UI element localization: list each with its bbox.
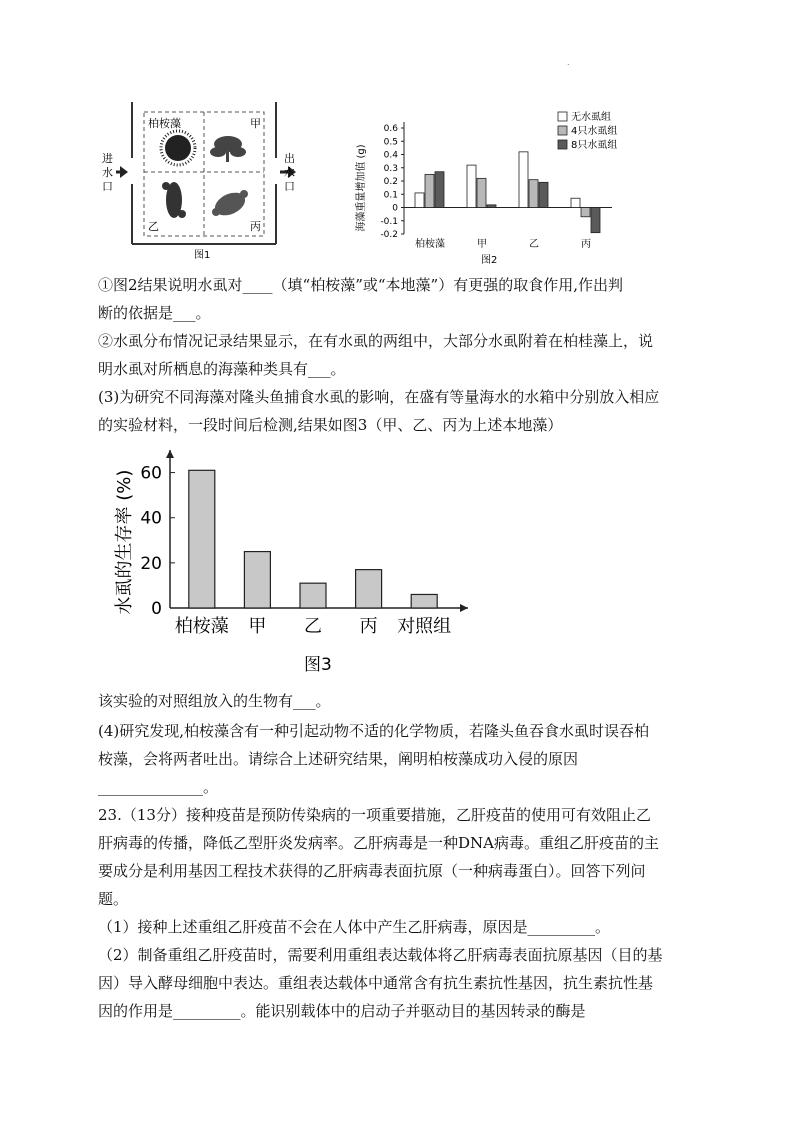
text-line-17: 因）导入酵母细胞中表达。重组表达载体中通常含有抗生素抗性基因，抗生素抗性基 bbox=[98, 974, 654, 992]
figure-3-bar bbox=[189, 470, 215, 608]
figure-2-bar bbox=[539, 182, 548, 207]
figure-2-tick-label: 0.1 bbox=[383, 190, 398, 201]
figure-2-tick-label: 0 bbox=[392, 203, 398, 214]
figure-2-category-label: 甲 bbox=[477, 239, 487, 250]
algae-bai-icon bbox=[161, 131, 195, 165]
figure-3 bbox=[108, 442, 488, 682]
text-line-8: (4)研究发现,柏桉藻含有一种引起动物不适的化学物质，若隆头鱼吞食水虱时误吞柏 bbox=[98, 722, 650, 740]
figure-2-tick-label: 0.3 bbox=[383, 163, 398, 174]
figure-3-category-label: 乙 bbox=[304, 616, 322, 637]
algae-bing-icon bbox=[211, 188, 248, 220]
figure-3-tick-label: 20 bbox=[140, 553, 162, 574]
figure-2-bar bbox=[425, 174, 434, 207]
figure-3-category-label: 甲 bbox=[248, 616, 267, 637]
legend-label: 8只水虱组 bbox=[571, 140, 618, 151]
inlet-char-2: 水 bbox=[102, 166, 113, 179]
text-line-7: 该实验的对照组放入的生物有___。 bbox=[98, 692, 331, 710]
figure-2-bar bbox=[477, 178, 486, 207]
inlet-char-1: 进 bbox=[102, 152, 113, 165]
figure-2-bar bbox=[529, 180, 538, 208]
figure-3-caption: 图3 bbox=[304, 655, 332, 675]
figure-3-x-arrow bbox=[460, 604, 468, 612]
legend-swatch bbox=[558, 140, 567, 149]
figure-2-tick-label: -0.2 bbox=[380, 230, 398, 240]
legend-swatch bbox=[558, 112, 567, 121]
text-line-11: 23.（13分）接种疫苗是预防传染病的一项重要措施，乙肝疫苗的使用可有效阻止乙 bbox=[98, 806, 651, 824]
text-line-3: ②水虱分布情况记录结果显示，在有水虱的两组中，大部分水虱附着在柏桂藻上，说 bbox=[98, 332, 654, 350]
text-line-6: 的实验材料，一段时间后检测,结果如图3（甲、乙、丙为上述本地藻） bbox=[98, 416, 563, 434]
figure-3-category-label: 柏桉藻 bbox=[174, 616, 229, 637]
figure-3-tick-label: 0 bbox=[151, 599, 162, 619]
figure-1-caption: 图1 bbox=[194, 250, 211, 260]
text-line-12: 肝病毒的传播，降低乙型肝炎发病率。乙肝病毒是一种DNA病毒。重组乙肝疫苗的主 bbox=[98, 834, 659, 852]
text-line-14: 题。 bbox=[98, 890, 129, 908]
inlet-char-3: 口 bbox=[102, 180, 113, 193]
figure-2-ylabel: 海藻重量增加值 (g) bbox=[356, 144, 367, 232]
figure-2-tick-label: 0.4 bbox=[383, 150, 398, 161]
stray-dot: . bbox=[567, 58, 570, 67]
figure-3-tick-label: 60 bbox=[140, 463, 162, 484]
figure-2-tick-label: 0.5 bbox=[383, 137, 398, 148]
figure-2-category-label: 乙 bbox=[529, 239, 539, 250]
figure-2-bar bbox=[487, 205, 496, 208]
outlet-char-3: 口 bbox=[284, 180, 295, 193]
text-line-9: 桉藻，会将两者吐出。请综合上述研究结果，阐明柏桉藻成功入侵的原因 bbox=[98, 750, 579, 768]
quadrant-label-jia: 甲 bbox=[250, 117, 261, 130]
text-line-15: （1）接种上述重组乙肝疫苗不会在人体中产生乙肝病毒，原因是_________。 bbox=[98, 918, 611, 936]
figure-2 bbox=[350, 108, 650, 268]
legend-label: 无水虱组 bbox=[571, 112, 611, 123]
figure-2-chart bbox=[350, 108, 650, 268]
figure-3-bar bbox=[356, 570, 382, 608]
figure-3-bar bbox=[244, 552, 270, 608]
figure-3-chart bbox=[108, 442, 488, 682]
outlet-char-1: 出 bbox=[284, 152, 295, 165]
figure-2-caption: 图2 bbox=[481, 255, 498, 266]
figure-3-bar bbox=[411, 594, 437, 608]
figure-2-category-label: 柏桉藻 bbox=[415, 239, 445, 250]
algae-yi-icon bbox=[162, 182, 186, 218]
figure-1 bbox=[98, 100, 308, 260]
text-line-4: 明水虱对所栖息的海藻种类具有___。 bbox=[98, 360, 346, 378]
figure-3-bar bbox=[300, 583, 326, 608]
figure-3-y-arrow bbox=[166, 450, 174, 458]
text-line-16: （2）制备重组乙肝疫苗时，需要利用重组表达载体将乙肝病毒表面抗原基因（目的基 bbox=[98, 946, 663, 964]
figure-3-tick-label: 40 bbox=[140, 508, 162, 529]
figure-2-bar bbox=[591, 208, 600, 233]
figure-2-bar bbox=[435, 172, 444, 208]
figure-2-bar bbox=[519, 152, 528, 208]
figure-2-tick-label: -0.1 bbox=[380, 216, 398, 227]
outlet-char-2: 水 bbox=[284, 166, 295, 179]
figure-2-tick-label: 0.2 bbox=[383, 177, 398, 187]
figure-3-category-label: 对照组 bbox=[397, 616, 452, 637]
figure-3-category-label: 丙 bbox=[359, 616, 378, 637]
text-line-5: (3)为研究不同海藻对隆头鱼捕食水虱的影响，在盛有等量海水的水箱中分别放入相应 bbox=[98, 388, 660, 406]
quadrant-label-yi: 乙 bbox=[148, 220, 159, 233]
text-line-18: 因的作用是_________。能识别载体中的启动子并驱动目的基因转录的酶是 bbox=[98, 1002, 586, 1020]
text-line-13: 要成分是利用基因工程技术获得的乙肝病毒表面抗原（一种病毒蛋白）。回答下列问 bbox=[98, 862, 646, 880]
legend-label: 4只水虱组 bbox=[571, 126, 618, 137]
figure-2-bar bbox=[581, 208, 590, 217]
quadrant-label-bing: 丙 bbox=[250, 220, 261, 233]
text-line-1: ①图2结果说明水虱对____（填“柏桉藻”或“本地藻”）有更强的取食作用,作出判 bbox=[98, 276, 623, 294]
figure-2-bar bbox=[571, 198, 580, 207]
text-line-10: ______________。 bbox=[98, 778, 219, 796]
figure-3-ylabel: 水虱的生存率 (%) bbox=[114, 469, 135, 615]
figure-2-bar bbox=[415, 193, 424, 208]
text-line-2: 断的依据是___。 bbox=[98, 304, 211, 322]
figure-2-bar bbox=[467, 165, 476, 207]
legend-swatch bbox=[558, 126, 567, 135]
figure-1-diagram bbox=[98, 100, 308, 260]
algae-jia-icon bbox=[210, 136, 246, 162]
figure-2-category-label: 丙 bbox=[581, 239, 591, 250]
quadrant-label-bai: 柏桉藻 bbox=[148, 117, 181, 130]
figure-2-tick-label: 0.6 bbox=[383, 124, 398, 134]
